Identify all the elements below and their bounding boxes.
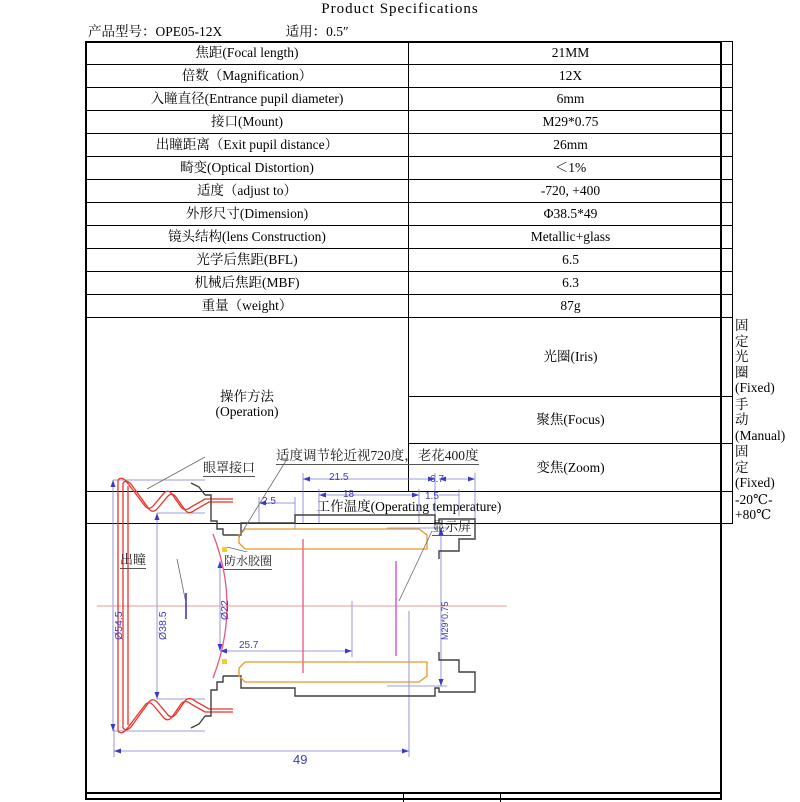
spec-label: 镜头结构(lens Construction) — [86, 226, 409, 249]
operation-item-name: 聚焦(Focus) — [409, 396, 733, 444]
spec-value: ＜1% — [409, 157, 733, 180]
dimension-thread-m29: M29*0.75 — [440, 601, 450, 640]
spec-label: 外形尺寸(Dimension) — [86, 203, 409, 226]
spec-label: 焦距(Focal length) — [86, 42, 409, 65]
spec-value: 21MM — [409, 42, 733, 65]
operation-item-name: 光圈(Iris) — [409, 318, 733, 397]
dimension-18: 18 — [343, 489, 355, 500]
dimension-25-7: 25.7 — [239, 640, 259, 651]
spec-value: M29*0.75 — [409, 111, 733, 134]
dimension-diameter-22: Ø22 — [219, 600, 231, 620]
spec-value: 6mm — [409, 88, 733, 111]
annotation-waterproof-oring: 防水胶圈 — [224, 554, 273, 568]
dimension-diameter-38-5: Ø38.5 — [157, 611, 169, 640]
model-number: 产品型号：OPE05-12X — [88, 24, 223, 39]
temperature-label: 工作温度(Operating temperature) — [86, 491, 733, 523]
table-row — [86, 249, 733, 272]
table-row — [86, 111, 733, 134]
spec-label: 接口(Mount) — [86, 111, 409, 134]
annotation-exit-pupil: 出瞳 — [120, 549, 146, 569]
spec-value: Metallic+glass — [409, 226, 733, 249]
applicable-sensor: 适用：0.5″ — [285, 24, 349, 39]
column-divider — [403, 794, 404, 802]
dimension-21-5: 21.5 — [329, 472, 349, 483]
spec-label: 光学后焦距(BFL) — [86, 249, 409, 272]
table-row — [86, 295, 733, 318]
table-row — [86, 203, 733, 226]
annotation-diopter-adjust: 适度调节轮近视720度，老花400度 — [276, 444, 479, 465]
table-row — [86, 65, 733, 88]
spec-label: 机械后焦距(MBF) — [86, 272, 409, 295]
spec-value: 26mm — [409, 134, 733, 157]
spec-label: 适度（adjust to） — [86, 180, 409, 203]
operation-title-en: (Operation) — [215, 404, 279, 420]
table-row — [86, 134, 733, 157]
spec-value: 12X — [409, 65, 733, 88]
table-row — [86, 157, 733, 180]
spec-label: 入瞳直径(Entrance pupil diameter) — [86, 88, 409, 111]
spec-label: 畸变(Optical Distortion) — [86, 157, 409, 180]
dimension-6-7: 6.7 — [430, 474, 444, 485]
column-divider — [500, 794, 501, 802]
model-line — [88, 20, 728, 40]
annotation-display-screen: 显示屏 — [432, 516, 471, 536]
annotation-eyecup-mount: 眼罩接口 — [203, 457, 255, 477]
operation-row-focus: 聚焦(Focus) 手动(Manual) — [86, 396, 733, 444]
spec-label: 重量（weight） — [86, 295, 409, 318]
table-row — [86, 88, 733, 111]
technical-drawing — [87, 411, 720, 792]
spec-value: Φ38.5*49 — [409, 203, 733, 226]
spec-value: 6.5 — [409, 249, 733, 272]
page-title: Product Specifications — [321, 1, 479, 17]
operation-title-cn: 操作方法 — [220, 388, 274, 404]
dimension-1-5: 1.5 — [425, 491, 439, 502]
table-row — [86, 226, 733, 249]
dimension-2-5: 2.5 — [262, 496, 276, 507]
spec-value: 87g — [409, 295, 733, 318]
spec-value: 6.3 — [409, 272, 733, 295]
operation-row-zoom: 变焦(Zoom) 固定(Fixed) — [86, 444, 733, 492]
table-row — [86, 180, 733, 203]
operating-temperature-row: 工作温度(Operating temperature) -20℃- +80℃ — [86, 491, 733, 523]
spec-label: 出瞳距离（Exit pupil distance） — [86, 134, 409, 157]
dimension-49: 49 — [293, 752, 308, 767]
operation-item-name: 变焦(Zoom) — [409, 444, 733, 492]
dimension-diameter-54-5: Ø54.5 — [113, 611, 125, 640]
spec-value: -720, +400 — [409, 180, 733, 203]
next-table-partial-row — [85, 792, 722, 800]
table-row — [86, 272, 733, 295]
table-row — [86, 42, 733, 65]
operation-row-iris: 操作方法 (Operation) 光圈(Iris) 固定光圈(Fixed) — [86, 318, 733, 397]
spec-label: 倍数（Magnification） — [86, 65, 409, 88]
